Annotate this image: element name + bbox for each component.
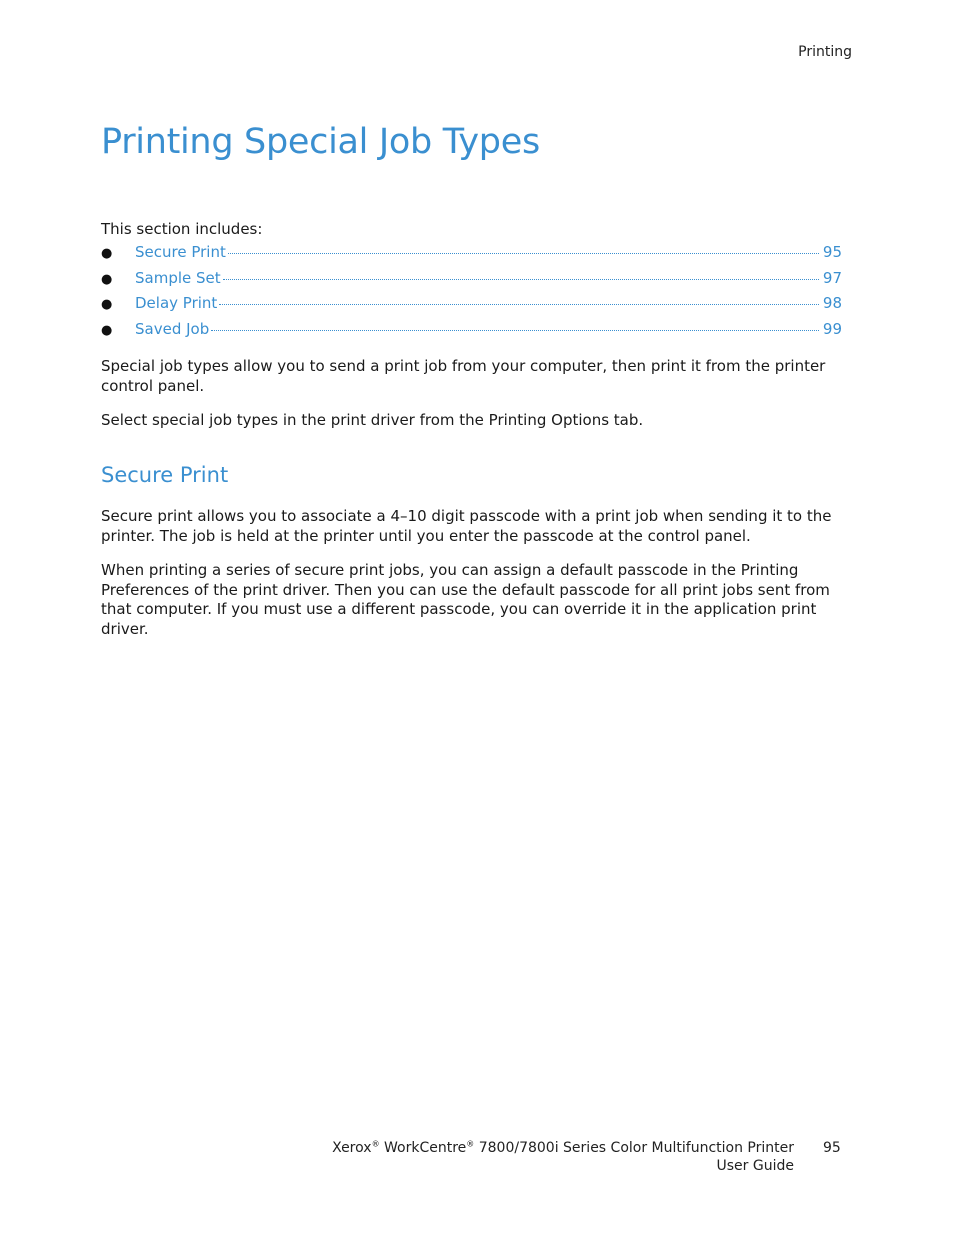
section-intro: This section includes: <box>101 220 263 238</box>
toc-item-saved-job <box>101 320 842 346</box>
toc-item-secure-print <box>101 243 842 269</box>
body-paragraph: Select special job types in the print driver from the Printing Options tab. <box>101 411 644 429</box>
running-head: Printing <box>798 44 852 60</box>
toc-page-number[interactable]: 97 <box>822 268 842 287</box>
page-number: 95 <box>823 1140 841 1156</box>
footer-series: 7800/7800i Series Color Multifunction Printer <box>478 1140 794 1156</box>
body-paragraph: When printing a series of secure print jobs, you can assign a default passcode in the Printing Preferences of the print driver. Then you can use the default passcode for all print jobs sent from that computer. If you must use a different passcode, you can override it in the application print driver. <box>101 561 830 638</box>
footer-doc-type: User Guide <box>716 1157 794 1174</box>
bullet-icon: ● <box>101 297 113 313</box>
page-footer <box>300 1140 794 1175</box>
body-paragraph: Special job types allow you to send a print job from your computer, then print it from the printer control panel. <box>101 357 826 395</box>
toc-item-sample-set <box>101 269 842 295</box>
toc-link-sample-set[interactable]: Sample Set <box>135 268 221 287</box>
bullet-icon: ● <box>101 271 113 287</box>
footer-product-line <box>300 1140 794 1158</box>
bullet-icon: ● <box>101 323 113 339</box>
toc-page-number[interactable]: 99 <box>822 320 842 339</box>
dot-leader <box>219 304 819 305</box>
toc-link-saved-job[interactable]: Saved Job <box>135 320 210 339</box>
bullet-icon: ● <box>101 246 113 261</box>
dot-leader <box>211 330 819 331</box>
registered-mark: ® <box>371 1139 380 1149</box>
toc-page-number[interactable]: 95 <box>822 243 842 261</box>
section-heading-secure-print: Secure Print <box>101 463 229 487</box>
toc-link-secure-print[interactable]: Secure Print <box>135 243 226 261</box>
toc-item-delay-print <box>101 294 842 320</box>
dot-leader <box>223 279 819 280</box>
page-title: Printing Special Job Types <box>101 122 540 162</box>
footer-product: WorkCentre <box>384 1140 467 1156</box>
toc-page-number[interactable]: 98 <box>822 294 842 313</box>
body-paragraph: Secure print allows you to associate a 4–10 digit passcode with a print job when sending it to the printer. The job is held at the printer until you enter the passcode at the control panel. <box>101 507 832 545</box>
toc-link-delay-print[interactable]: Delay Print <box>135 294 218 313</box>
table-of-contents <box>101 243 842 346</box>
registered-mark: ® <box>466 1139 475 1149</box>
dot-leader <box>228 253 819 254</box>
footer-brand: Xerox <box>332 1140 372 1156</box>
